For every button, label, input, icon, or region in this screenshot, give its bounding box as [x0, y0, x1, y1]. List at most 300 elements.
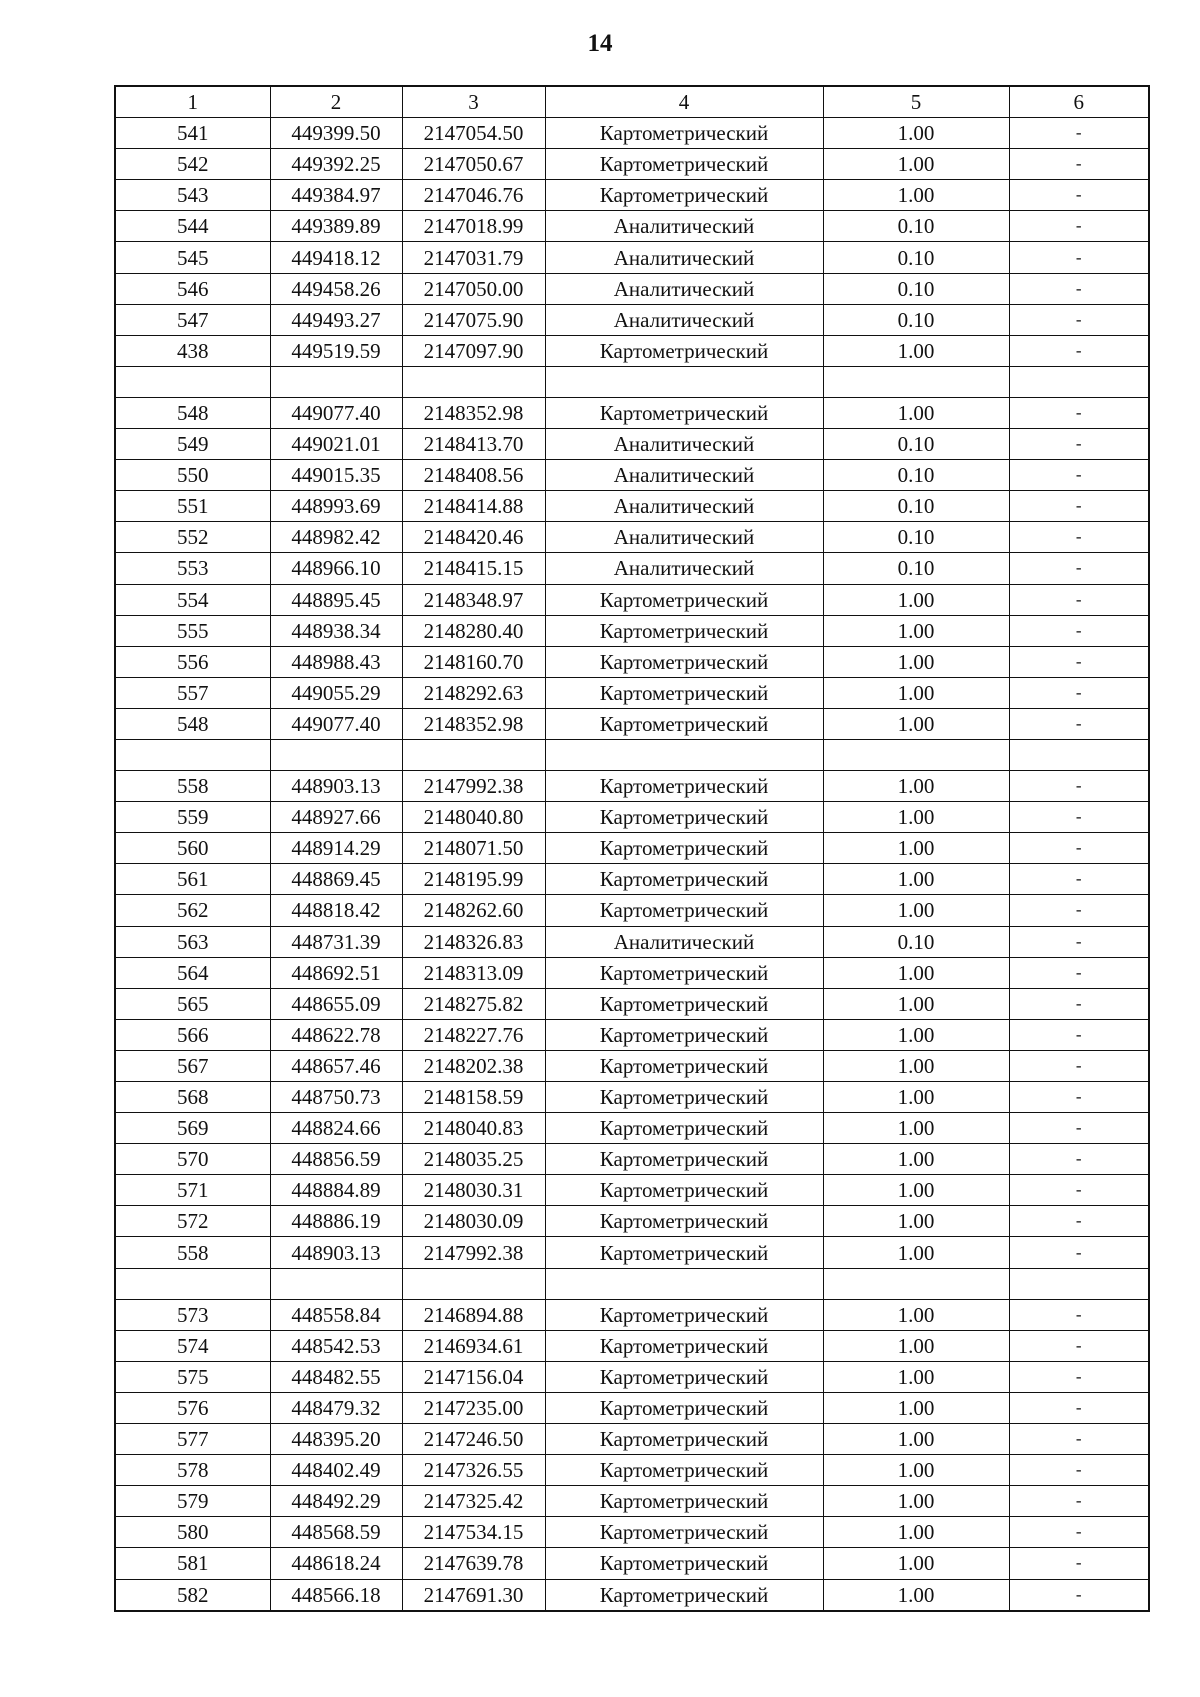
point-number-cell: 546 [115, 273, 270, 304]
point-number-cell: 569 [115, 1113, 270, 1144]
accuracy-cell: 1.00 [823, 1455, 1009, 1486]
x-coordinate-cell: 449458.26 [270, 273, 402, 304]
accuracy-cell: 0.10 [823, 429, 1009, 460]
point-number-cell: 555 [115, 615, 270, 646]
table-row [115, 864, 1149, 895]
method-cell: Картометрический [545, 180, 823, 211]
separator-row [115, 739, 1149, 770]
method-cell: Картометрический [545, 1548, 823, 1579]
note-cell: - [1009, 180, 1149, 211]
point-number-cell: 580 [115, 1517, 270, 1548]
note-cell [1009, 739, 1149, 770]
table-row [115, 1144, 1149, 1175]
y-coordinate-cell [402, 366, 545, 397]
y-coordinate-cell: 2148313.09 [402, 957, 545, 988]
x-coordinate-cell: 448622.78 [270, 1019, 402, 1050]
x-coordinate-cell: 449392.25 [270, 149, 402, 180]
accuracy-cell: 1.00 [823, 615, 1009, 646]
x-coordinate-cell: 448542.53 [270, 1330, 402, 1361]
point-number-cell: 562 [115, 895, 270, 926]
method-cell: Картометрический [545, 335, 823, 366]
x-coordinate-cell: 449077.40 [270, 708, 402, 739]
x-coordinate-cell: 449077.40 [270, 397, 402, 428]
method-cell: Картометрический [545, 1455, 823, 1486]
method-cell: Картометрический [545, 397, 823, 428]
point-number-cell: 557 [115, 677, 270, 708]
y-coordinate-cell: 2148292.63 [402, 677, 545, 708]
accuracy-cell: 1.00 [823, 864, 1009, 895]
point-number-cell: 560 [115, 833, 270, 864]
note-cell: - [1009, 1113, 1149, 1144]
table-row [115, 1486, 1149, 1517]
method-cell: Картометрический [545, 864, 823, 895]
x-coordinate-cell: 449519.59 [270, 335, 402, 366]
table-row [115, 1548, 1149, 1579]
y-coordinate-cell: 2147534.15 [402, 1517, 545, 1548]
y-coordinate-cell: 2148280.40 [402, 615, 545, 646]
point-number-cell: 561 [115, 864, 270, 895]
table-header-row [115, 86, 1149, 118]
method-cell: Картометрический [545, 1082, 823, 1113]
y-coordinate-cell: 2148040.83 [402, 1113, 545, 1144]
y-coordinate-cell: 2148415.15 [402, 553, 545, 584]
accuracy-cell: 1.00 [823, 1299, 1009, 1330]
table-row [115, 1455, 1149, 1486]
note-cell: - [1009, 864, 1149, 895]
method-cell: Аналитический [545, 522, 823, 553]
note-cell: - [1009, 957, 1149, 988]
x-coordinate-cell [270, 366, 402, 397]
y-coordinate-cell: 2147046.76 [402, 180, 545, 211]
method-cell: Картометрический [545, 895, 823, 926]
note-cell [1009, 1268, 1149, 1299]
note-cell: - [1009, 1050, 1149, 1081]
note-cell: - [1009, 429, 1149, 460]
point-number-cell: 574 [115, 1330, 270, 1361]
y-coordinate-cell: 2148160.70 [402, 646, 545, 677]
accuracy-cell: 1.00 [823, 1330, 1009, 1361]
accuracy-cell: 1.00 [823, 677, 1009, 708]
table-row [115, 1424, 1149, 1455]
method-cell: Картометрический [545, 677, 823, 708]
accuracy-cell: 0.10 [823, 491, 1009, 522]
y-coordinate-cell: 2147992.38 [402, 771, 545, 802]
accuracy-cell: 1.00 [823, 833, 1009, 864]
accuracy-cell: 0.10 [823, 273, 1009, 304]
accuracy-cell: 1.00 [823, 1019, 1009, 1050]
point-number-cell: 548 [115, 708, 270, 739]
note-cell: - [1009, 335, 1149, 366]
x-coordinate-cell: 448938.34 [270, 615, 402, 646]
table-row [115, 118, 1149, 149]
table-body [115, 86, 1149, 1611]
y-coordinate-cell: 2148420.46 [402, 522, 545, 553]
table-row [115, 895, 1149, 926]
accuracy-cell: 1.00 [823, 1361, 1009, 1392]
note-cell: - [1009, 273, 1149, 304]
note-cell: - [1009, 646, 1149, 677]
x-coordinate-cell: 448479.32 [270, 1392, 402, 1423]
table-row [115, 491, 1149, 522]
note-cell: - [1009, 522, 1149, 553]
note-cell: - [1009, 802, 1149, 833]
x-coordinate-cell: 448558.84 [270, 1299, 402, 1330]
header-cell: 6 [1009, 86, 1149, 118]
note-cell [1009, 366, 1149, 397]
accuracy-cell: 1.00 [823, 118, 1009, 149]
method-cell: Картометрический [545, 1237, 823, 1268]
point-number-cell: 563 [115, 926, 270, 957]
accuracy-cell: 1.00 [823, 646, 1009, 677]
note-cell: - [1009, 1517, 1149, 1548]
note-cell: - [1009, 584, 1149, 615]
x-coordinate-cell: 448927.66 [270, 802, 402, 833]
accuracy-cell: 1.00 [823, 1050, 1009, 1081]
table-row [115, 460, 1149, 491]
table-row [115, 802, 1149, 833]
accuracy-cell: 1.00 [823, 1175, 1009, 1206]
x-coordinate-cell: 448884.89 [270, 1175, 402, 1206]
point-number-cell: 549 [115, 429, 270, 460]
y-coordinate-cell: 2147639.78 [402, 1548, 545, 1579]
point-number-cell [115, 366, 270, 397]
point-number-cell: 579 [115, 1486, 270, 1517]
x-coordinate-cell: 448914.29 [270, 833, 402, 864]
accuracy-cell: 1.00 [823, 1548, 1009, 1579]
accuracy-cell: 1.00 [823, 1237, 1009, 1268]
y-coordinate-cell [402, 1268, 545, 1299]
accuracy-cell: 0.10 [823, 460, 1009, 491]
header-cell: 3 [402, 86, 545, 118]
method-cell: Картометрический [545, 1517, 823, 1548]
note-cell: - [1009, 1455, 1149, 1486]
table-row [115, 1579, 1149, 1611]
point-number-cell: 558 [115, 1237, 270, 1268]
accuracy-cell: 1.00 [823, 1144, 1009, 1175]
separator-row [115, 366, 1149, 397]
point-number-cell: 575 [115, 1361, 270, 1392]
table-row [115, 1392, 1149, 1423]
method-cell: Картометрический [545, 988, 823, 1019]
x-coordinate-cell: 448655.09 [270, 988, 402, 1019]
method-cell: Аналитический [545, 304, 823, 335]
accuracy-cell: 1.00 [823, 149, 1009, 180]
page-number: 14 [587, 30, 613, 57]
y-coordinate-cell: 2148040.80 [402, 802, 545, 833]
point-number-cell: 578 [115, 1455, 270, 1486]
x-coordinate-cell: 448395.20 [270, 1424, 402, 1455]
point-number-cell: 565 [115, 988, 270, 1019]
note-cell: - [1009, 1206, 1149, 1237]
note-cell: - [1009, 833, 1149, 864]
point-number-cell: 438 [115, 335, 270, 366]
method-cell: Аналитический [545, 491, 823, 522]
y-coordinate-cell: 2147075.90 [402, 304, 545, 335]
x-coordinate-cell: 448692.51 [270, 957, 402, 988]
point-number-cell: 576 [115, 1392, 270, 1423]
y-coordinate-cell: 2148227.76 [402, 1019, 545, 1050]
note-cell: - [1009, 1424, 1149, 1455]
method-cell: Картометрический [545, 1579, 823, 1611]
accuracy-cell: 1.00 [823, 1206, 1009, 1237]
accuracy-cell: 1.00 [823, 1486, 1009, 1517]
accuracy-cell [823, 366, 1009, 397]
y-coordinate-cell: 2148352.98 [402, 397, 545, 428]
method-cell: Картометрический [545, 1392, 823, 1423]
point-number-cell: 559 [115, 802, 270, 833]
x-coordinate-cell: 449418.12 [270, 242, 402, 273]
y-coordinate-cell: 2148071.50 [402, 833, 545, 864]
method-cell: Картометрический [545, 1424, 823, 1455]
table-row [115, 615, 1149, 646]
accuracy-cell: 1.00 [823, 988, 1009, 1019]
table-row [115, 335, 1149, 366]
note-cell: - [1009, 1330, 1149, 1361]
x-coordinate-cell: 448993.69 [270, 491, 402, 522]
x-coordinate-cell: 448903.13 [270, 1237, 402, 1268]
y-coordinate-cell: 2148275.82 [402, 988, 545, 1019]
table-row [115, 1517, 1149, 1548]
note-cell: - [1009, 304, 1149, 335]
note-cell: - [1009, 491, 1149, 522]
point-number-cell: 548 [115, 397, 270, 428]
header-cell: 2 [270, 86, 402, 118]
table-row [115, 242, 1149, 273]
accuracy-cell: 1.00 [823, 1113, 1009, 1144]
table-row [115, 988, 1149, 1019]
accuracy-cell: 1.00 [823, 771, 1009, 802]
y-coordinate-cell [402, 739, 545, 770]
accuracy-cell: 0.10 [823, 304, 1009, 335]
method-cell [545, 366, 823, 397]
y-coordinate-cell: 2146894.88 [402, 1299, 545, 1330]
accuracy-cell: 1.00 [823, 895, 1009, 926]
separator-row [115, 1268, 1149, 1299]
x-coordinate-cell: 449055.29 [270, 677, 402, 708]
x-coordinate-cell: 448482.55 [270, 1361, 402, 1392]
point-number-cell: 572 [115, 1206, 270, 1237]
point-number-cell: 551 [115, 491, 270, 522]
method-cell: Аналитический [545, 273, 823, 304]
table-row [115, 1299, 1149, 1330]
x-coordinate-cell: 448886.19 [270, 1206, 402, 1237]
x-coordinate-cell: 448402.49 [270, 1455, 402, 1486]
point-number-cell: 558 [115, 771, 270, 802]
accuracy-cell: 1.00 [823, 802, 1009, 833]
table-row [115, 553, 1149, 584]
x-coordinate-cell: 448618.24 [270, 1548, 402, 1579]
method-cell: Картометрический [545, 1330, 823, 1361]
accuracy-cell: 1.00 [823, 1392, 1009, 1423]
note-cell: - [1009, 1019, 1149, 1050]
accuracy-cell: 0.10 [823, 242, 1009, 273]
y-coordinate-cell: 2146934.61 [402, 1330, 545, 1361]
point-number-cell: 564 [115, 957, 270, 988]
method-cell: Картометрический [545, 149, 823, 180]
y-coordinate-cell: 2148158.59 [402, 1082, 545, 1113]
note-cell: - [1009, 895, 1149, 926]
x-coordinate-cell: 448895.45 [270, 584, 402, 615]
x-coordinate-cell: 449399.50 [270, 118, 402, 149]
table-row [115, 273, 1149, 304]
point-number-cell: 542 [115, 149, 270, 180]
accuracy-cell: 1.00 [823, 335, 1009, 366]
method-cell: Картометрический [545, 708, 823, 739]
point-number-cell: 566 [115, 1019, 270, 1050]
point-number-cell: 550 [115, 460, 270, 491]
accuracy-cell: 1.00 [823, 1424, 1009, 1455]
y-coordinate-cell: 2148326.83 [402, 926, 545, 957]
note-cell: - [1009, 708, 1149, 739]
note-cell: - [1009, 1237, 1149, 1268]
y-coordinate-cell: 2148408.56 [402, 460, 545, 491]
y-coordinate-cell: 2147235.00 [402, 1392, 545, 1423]
note-cell: - [1009, 615, 1149, 646]
table-row [115, 180, 1149, 211]
point-number-cell: 577 [115, 1424, 270, 1455]
table-row [115, 926, 1149, 957]
point-number-cell: 573 [115, 1299, 270, 1330]
method-cell: Картометрический [545, 584, 823, 615]
accuracy-cell: 0.10 [823, 926, 1009, 957]
y-coordinate-cell: 2147050.67 [402, 149, 545, 180]
x-coordinate-cell: 449389.89 [270, 211, 402, 242]
accuracy-cell: 1.00 [823, 397, 1009, 428]
method-cell: Аналитический [545, 211, 823, 242]
method-cell: Картометрический [545, 1486, 823, 1517]
y-coordinate-cell: 2148262.60 [402, 895, 545, 926]
point-number-cell: 543 [115, 180, 270, 211]
accuracy-cell: 1.00 [823, 584, 1009, 615]
y-coordinate-cell: 2147050.00 [402, 273, 545, 304]
x-coordinate-cell: 448856.59 [270, 1144, 402, 1175]
method-cell: Аналитический [545, 926, 823, 957]
y-coordinate-cell: 2148413.70 [402, 429, 545, 460]
header-cell: 4 [545, 86, 823, 118]
note-cell: - [1009, 1548, 1149, 1579]
method-cell: Картометрический [545, 802, 823, 833]
method-cell: Картометрический [545, 771, 823, 802]
accuracy-cell: 1.00 [823, 1517, 1009, 1548]
y-coordinate-cell: 2148202.38 [402, 1050, 545, 1081]
header-cell: 5 [823, 86, 1009, 118]
note-cell: - [1009, 988, 1149, 1019]
x-coordinate-cell: 449015.35 [270, 460, 402, 491]
point-number-cell: 541 [115, 118, 270, 149]
table-row [115, 1330, 1149, 1361]
y-coordinate-cell: 2147018.99 [402, 211, 545, 242]
method-cell: Картометрический [545, 1113, 823, 1144]
accuracy-cell: 1.00 [823, 1579, 1009, 1611]
x-coordinate-cell: 448750.73 [270, 1082, 402, 1113]
note-cell: - [1009, 242, 1149, 273]
table-row [115, 771, 1149, 802]
accuracy-cell: 1.00 [823, 180, 1009, 211]
method-cell: Аналитический [545, 460, 823, 491]
y-coordinate-cell: 2147246.50 [402, 1424, 545, 1455]
table-row [115, 1050, 1149, 1081]
header-cell: 1 [115, 86, 270, 118]
y-coordinate-cell: 2148030.09 [402, 1206, 545, 1237]
y-coordinate-cell: 2147031.79 [402, 242, 545, 273]
table-row [115, 522, 1149, 553]
x-coordinate-cell: 448869.45 [270, 864, 402, 895]
table-row [115, 1019, 1149, 1050]
point-number-cell: 554 [115, 584, 270, 615]
x-coordinate-cell: 448731.39 [270, 926, 402, 957]
method-cell: Картометрический [545, 957, 823, 988]
note-cell: - [1009, 1361, 1149, 1392]
note-cell: - [1009, 1486, 1149, 1517]
x-coordinate-cell: 448566.18 [270, 1579, 402, 1611]
y-coordinate-cell: 2147156.04 [402, 1361, 545, 1392]
table-row [115, 211, 1149, 242]
point-number-cell: 581 [115, 1548, 270, 1579]
method-cell: Аналитический [545, 553, 823, 584]
table-row [115, 1082, 1149, 1113]
method-cell: Картометрический [545, 1050, 823, 1081]
point-number-cell [115, 1268, 270, 1299]
x-coordinate-cell: 448982.42 [270, 522, 402, 553]
x-coordinate-cell [270, 739, 402, 770]
point-number-cell: 552 [115, 522, 270, 553]
method-cell: Картометрический [545, 646, 823, 677]
x-coordinate-cell: 449021.01 [270, 429, 402, 460]
method-cell: Картометрический [545, 1206, 823, 1237]
point-number-cell: 547 [115, 304, 270, 335]
table-row [115, 1175, 1149, 1206]
y-coordinate-cell: 2147992.38 [402, 1237, 545, 1268]
y-coordinate-cell: 2148414.88 [402, 491, 545, 522]
note-cell: - [1009, 397, 1149, 428]
table-row [115, 677, 1149, 708]
method-cell: Картометрический [545, 833, 823, 864]
note-cell: - [1009, 1144, 1149, 1175]
note-cell: - [1009, 771, 1149, 802]
note-cell: - [1009, 1175, 1149, 1206]
accuracy-cell: 1.00 [823, 1082, 1009, 1113]
table-row [115, 708, 1149, 739]
table-row [115, 397, 1149, 428]
table-row [115, 1206, 1149, 1237]
table-row [115, 646, 1149, 677]
accuracy-cell: 0.10 [823, 522, 1009, 553]
note-cell: - [1009, 1299, 1149, 1330]
point-number-cell: 556 [115, 646, 270, 677]
accuracy-cell: 0.10 [823, 211, 1009, 242]
x-coordinate-cell: 448966.10 [270, 553, 402, 584]
method-cell: Картометрический [545, 1144, 823, 1175]
table-row [115, 304, 1149, 335]
note-cell: - [1009, 118, 1149, 149]
note-cell: - [1009, 149, 1149, 180]
point-number-cell: 582 [115, 1579, 270, 1611]
table-row [115, 957, 1149, 988]
y-coordinate-cell: 2148348.97 [402, 584, 545, 615]
note-cell: - [1009, 926, 1149, 957]
accuracy-cell [823, 1268, 1009, 1299]
y-coordinate-cell: 2148035.25 [402, 1144, 545, 1175]
point-number-cell: 553 [115, 553, 270, 584]
y-coordinate-cell: 2148352.98 [402, 708, 545, 739]
accuracy-cell: 1.00 [823, 708, 1009, 739]
y-coordinate-cell: 2147326.55 [402, 1455, 545, 1486]
method-cell: Аналитический [545, 242, 823, 273]
method-cell: Картометрический [545, 1175, 823, 1206]
point-number-cell [115, 739, 270, 770]
point-number-cell: 568 [115, 1082, 270, 1113]
method-cell: Картометрический [545, 118, 823, 149]
